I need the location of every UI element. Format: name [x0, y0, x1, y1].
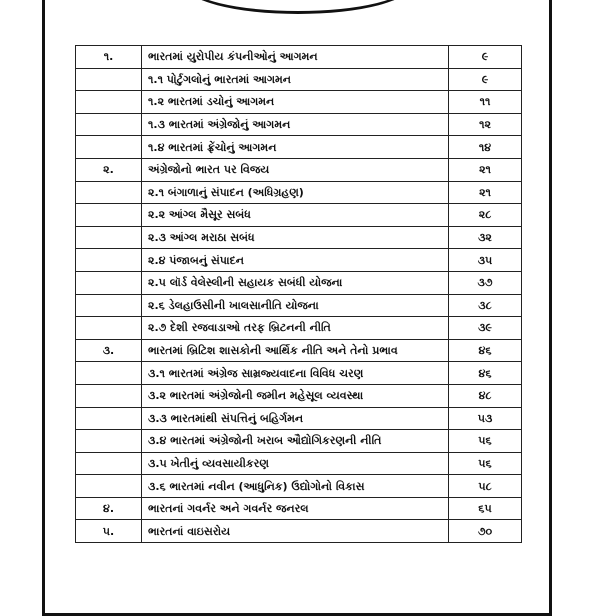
chapter-number [76, 136, 142, 159]
toc-row [76, 113, 522, 136]
toc-row [76, 91, 522, 114]
toc-row [76, 249, 522, 272]
topic-title: અંગ્રેજોનો ભારત પર વિજય [142, 158, 449, 181]
chapter-number [76, 430, 142, 453]
page-number: ૨૧ [449, 181, 522, 204]
chapter-number [76, 91, 142, 114]
toc-row [76, 475, 522, 498]
page-number: ૩૯ [449, 317, 522, 340]
page-number: ૯ [449, 46, 522, 69]
toc-row [76, 294, 522, 317]
toc-row [76, 497, 522, 520]
chapter-number [76, 452, 142, 475]
page-number: ૯ [449, 68, 522, 91]
topic-title: ૩.૨ ભારતમાં અંગ્રેજોની જમીન મહેસૂલ વ્યવસ્થા [142, 384, 449, 407]
page-number: ૫૮ [449, 475, 522, 498]
page-number: ૫૩ [449, 407, 522, 430]
toc-row [76, 226, 522, 249]
page-number: ૪૬ [449, 362, 522, 385]
toc-row [76, 158, 522, 181]
topic-title: ૨.૪ પંજાબનું સંપાદન [142, 249, 449, 272]
chapter-number [76, 226, 142, 249]
toc-row [76, 520, 522, 543]
topic-title: ૨.૩ આંગ્લ મરાઠા સબંધ [142, 226, 449, 249]
page-number: ૧૨ [449, 113, 522, 136]
toc-row [76, 181, 522, 204]
toc-row [76, 430, 522, 453]
chapter-number [76, 407, 142, 430]
page-number: ૩૭ [449, 271, 522, 294]
toc-row [76, 271, 522, 294]
topic-title: ૨.૫ લૉર્ડ વેલેસ્લીની સહાયક સબંધી યોજના [142, 271, 449, 294]
chapter-number [76, 181, 142, 204]
page-number: ૧૪ [449, 136, 522, 159]
toc-body [76, 46, 522, 543]
topic-title: ૩.૧ ભારતમાં અંગ્રેજ સામ્રજ્યવાદના વિવિધ ચરણ [142, 362, 449, 385]
chapter-number [76, 362, 142, 385]
topic-title: ૩.૩ ભારતમાંથી સંપત્તિનું બહિર્ગમન [142, 407, 449, 430]
toc-row [76, 68, 522, 91]
page-number: ૩૮ [449, 294, 522, 317]
toc-row [76, 362, 522, 385]
chapter-number [76, 249, 142, 272]
toc-row [76, 46, 522, 69]
topic-title: ભારતમાં બ્રિટિશ શાસકોની આર્થિક નીતિ અને તેનો પ્રભાવ [142, 339, 449, 362]
toc-row [76, 204, 522, 227]
topic-title: ૩.૬ ભારતમાં નવીન (આધુનિક) ઉદ્યોગોનો વિકાસ [142, 475, 449, 498]
chapter-number [76, 271, 142, 294]
topic-title: ભારતનાં ગવર્નર અને ગવર્નર જનરલ [142, 497, 449, 520]
toc-row [76, 452, 522, 475]
chapter-number [76, 113, 142, 136]
chapter-number: ૩. [76, 339, 142, 362]
chapter-number [76, 384, 142, 407]
toc-row [76, 407, 522, 430]
page-number: ૨૧ [449, 158, 522, 181]
topic-title: ૧.૪ ભારતમાં ફ્રેંચોનું આગમન [142, 136, 449, 159]
page-number: ૩૨ [449, 226, 522, 249]
chapter-number [76, 294, 142, 317]
page-number: ૨૮ [449, 204, 522, 227]
topic-title: ૨.૭ દેશી રજવાડાઓ તરફ બ્રિટનની નીતિ [142, 317, 449, 340]
chapter-number [76, 68, 142, 91]
topic-title: ભારતમાં યુરોપીય કંપનીઓનું આગમન [142, 46, 449, 69]
topic-title: ૧.૧ પોર્ટુગલોનું ભારતમાં આગમન [142, 68, 449, 91]
chapter-number [76, 317, 142, 340]
page-number: ૬૫ [449, 497, 522, 520]
topic-title: ૨.૧ બંગાળાનું સંપાદન (અધિગ્રહણ) [142, 181, 449, 204]
page-number: ૪૬ [449, 339, 522, 362]
page-number: ૫૬ [449, 452, 522, 475]
topic-title: ૨.૬ ડેલહાઉસીની ખાલસાનીતિ યોજના [142, 294, 449, 317]
chapter-number: ૧. [76, 46, 142, 69]
topic-title: ૨.૨ આંગ્લ મૈસૂર સબંધ [142, 204, 449, 227]
page-number: ૧૧ [449, 91, 522, 114]
page-number: ૫૬ [449, 430, 522, 453]
toc-row [76, 317, 522, 340]
chapter-number [76, 475, 142, 498]
topic-title: ૧.૨ ભારતમાં ડચોનું આગમન [142, 91, 449, 114]
topic-title: ૩.૪ ભારતમાં અંગ્રેજોની ખરાબ ઔદ્યોગિકરણની નીતિ [142, 430, 449, 453]
topic-title: ૩.૫ ખેતીનું વ્યવસાયીકરણ [142, 452, 449, 475]
topic-title: ૧.૩ ભારતમાં અંગ્રેજોનું આગમન [142, 113, 449, 136]
toc-row [76, 384, 522, 407]
topic-title: ભારતનાં વાઇસરોય [142, 520, 449, 543]
table-of-contents [75, 45, 522, 543]
chapter-number: ૪. [76, 497, 142, 520]
page-number: ૭૦ [449, 520, 522, 543]
toc-row [76, 339, 522, 362]
chapter-number: ૨. [76, 158, 142, 181]
chapter-number [76, 204, 142, 227]
chapter-number: ૫. [76, 520, 142, 543]
toc-row [76, 136, 522, 159]
page-number: ૪૮ [449, 384, 522, 407]
page-number: ૩૫ [449, 249, 522, 272]
